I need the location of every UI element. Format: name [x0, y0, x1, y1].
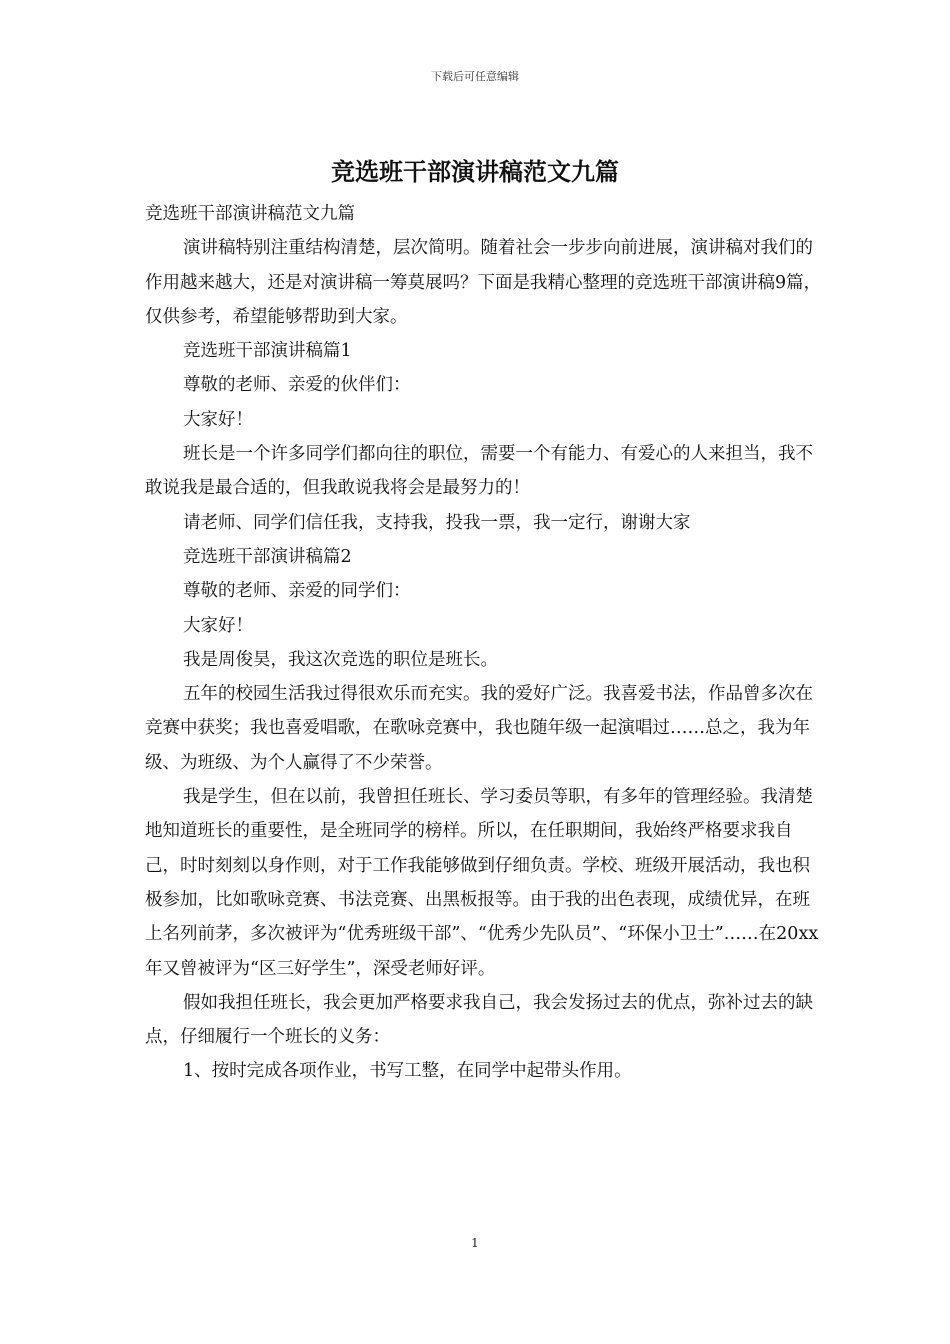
paragraph: 大家好！ [183, 409, 253, 430]
paragraph: 尊敬的老师、亲爱的伙伴们： [183, 375, 411, 396]
paragraph: 五年的校园生活我过得很欢乐而充实。我的爱好广泛。我喜爱书法，作品曾多次在竞赛中获奖；我也喜爱唱歌，在歌咏竞赛中，我也随年级一起演唱过……总之，我为年级、为班级、为个人赢得了不少荣誉。 [145, 684, 813, 773]
paragraph: 班长是一个许多同学们都向往的职位，需要一个有能力、有爱心的人来担当，我不敢说我是最合适的，但我敢说我将会是最努力的！ [145, 444, 813, 499]
paragraph: 假如我担任班长，我会更加严格要求我自己，我会发扬过去的优点，弥补过去的缺点，仔细履行一个班长的义务： [145, 992, 813, 1048]
header-note: 下载后可任意编辑 [431, 70, 519, 83]
paragraph: 竞选班干部演讲稿篇2 [183, 546, 352, 567]
paragraph: 请老师、同学们信任我，支持我，投我一票，我一定行，谢谢大家 [183, 512, 691, 533]
paragraph: 大家好！ [183, 615, 253, 636]
document-title: 竞选班干部演讲稿范文九篇 [331, 157, 619, 186]
paragraph: 竞选班干部演讲稿篇1 [183, 341, 352, 362]
paragraph: 1、按时完成各项作业，书写工整，在同学中起带头作用。 [183, 1061, 632, 1082]
paragraph: 我是学生，但在以前，我曾担任班长、学习委员等职，有多年的管理经验。我清楚地知道班长的重要性，是全班同学的榜样。所以，在任职期间，我始终严格要求我自己，时时刻刻以身作则，对于工作我能够做到仔细负责。学校、班级开展活动，我也积极参加，比如歌咏竞赛、书法竞赛、出黑板报等。由于我的出色表现，成绩优异，在班上名列前茅，多次被评为“优秀班级干部”、“优秀少先队员”、“环保小卫士”……在20xx年又曾被评为“区三好学生”，深受老师好评。 [145, 787, 819, 979]
paragraph: 竞选班干部演讲稿范文九篇 [145, 204, 355, 224]
paragraph: 我是周俊昊，我这次竞选的职位是班长。 [183, 649, 498, 670]
document-body [145, 197, 825, 1089]
paragraph: 尊敬的老师、亲爱的同学们： [183, 581, 411, 602]
paragraph: 演讲稿特别注重结构清楚，层次简明。随着社会一步步向前进展，演讲稿对我们的作用越来越大，还是对演讲稿一筹莫展吗？下面是我精心整理的竞选班干部演讲稿9篇，仅供参考，希望能够帮助到大家。 [145, 238, 822, 327]
page-number: 1 [471, 1236, 479, 1250]
